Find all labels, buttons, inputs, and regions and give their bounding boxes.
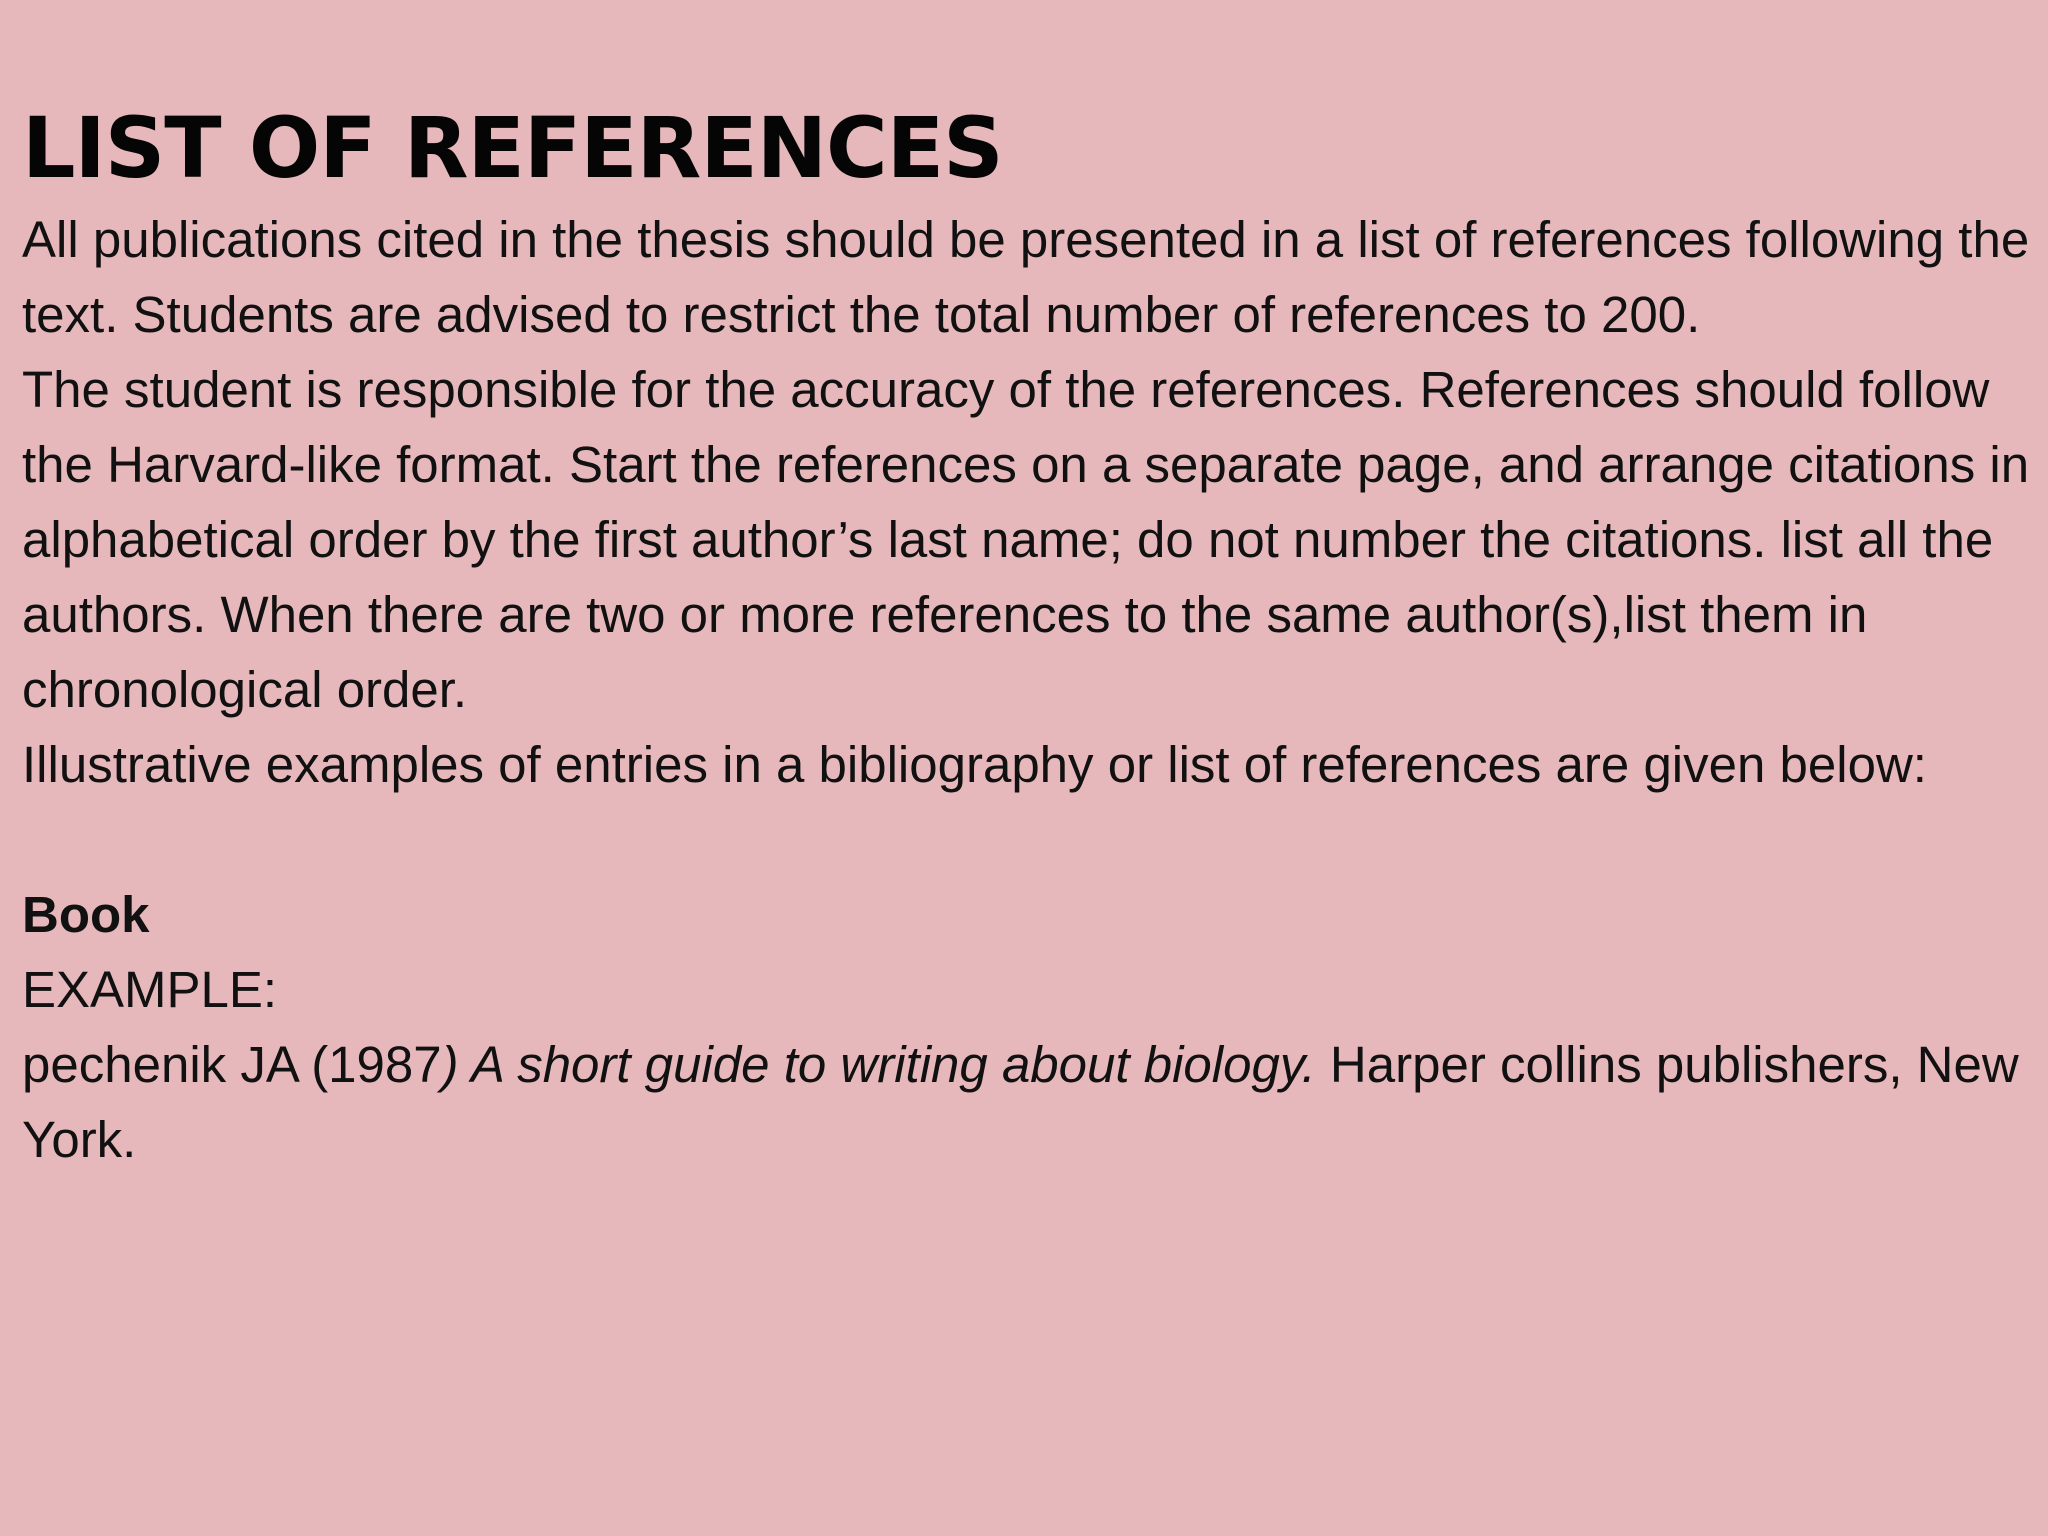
citation-publisher: Harper collins publishers, New York. [22, 1036, 2019, 1168]
paragraph-examples-intro: Illustrative examples of entries in a bibliography or list of references are given below: [22, 736, 1927, 793]
citation-author-year: pechenik JA (1987 [22, 1036, 442, 1093]
example-citation [22, 1027, 2032, 1177]
paragraph-publications: All publications cited in the thesis should be presented in a list of references following the text. Students are advised to restrict the total number of references to 200. [22, 211, 2030, 343]
paragraph-accuracy: The student is responsible for the accuracy of the references. References should follow the Harvard-like format. Start the references on a separate page, and arrange citations in alphabetical order by the first author’s last name; do not number the citations. list all the authors. When there are two or more references to the same author(s),list them in chronological order. [22, 361, 2030, 718]
example-label: EXAMPLE: [22, 961, 278, 1018]
slide-title: LIST OF REFERENCES [22, 99, 1003, 197]
spacer [22, 802, 2032, 877]
slide-body [22, 202, 2032, 1177]
citation-title: ) A short guide to writing about biology. [441, 1036, 1316, 1093]
section-heading-book: Book [22, 886, 150, 943]
